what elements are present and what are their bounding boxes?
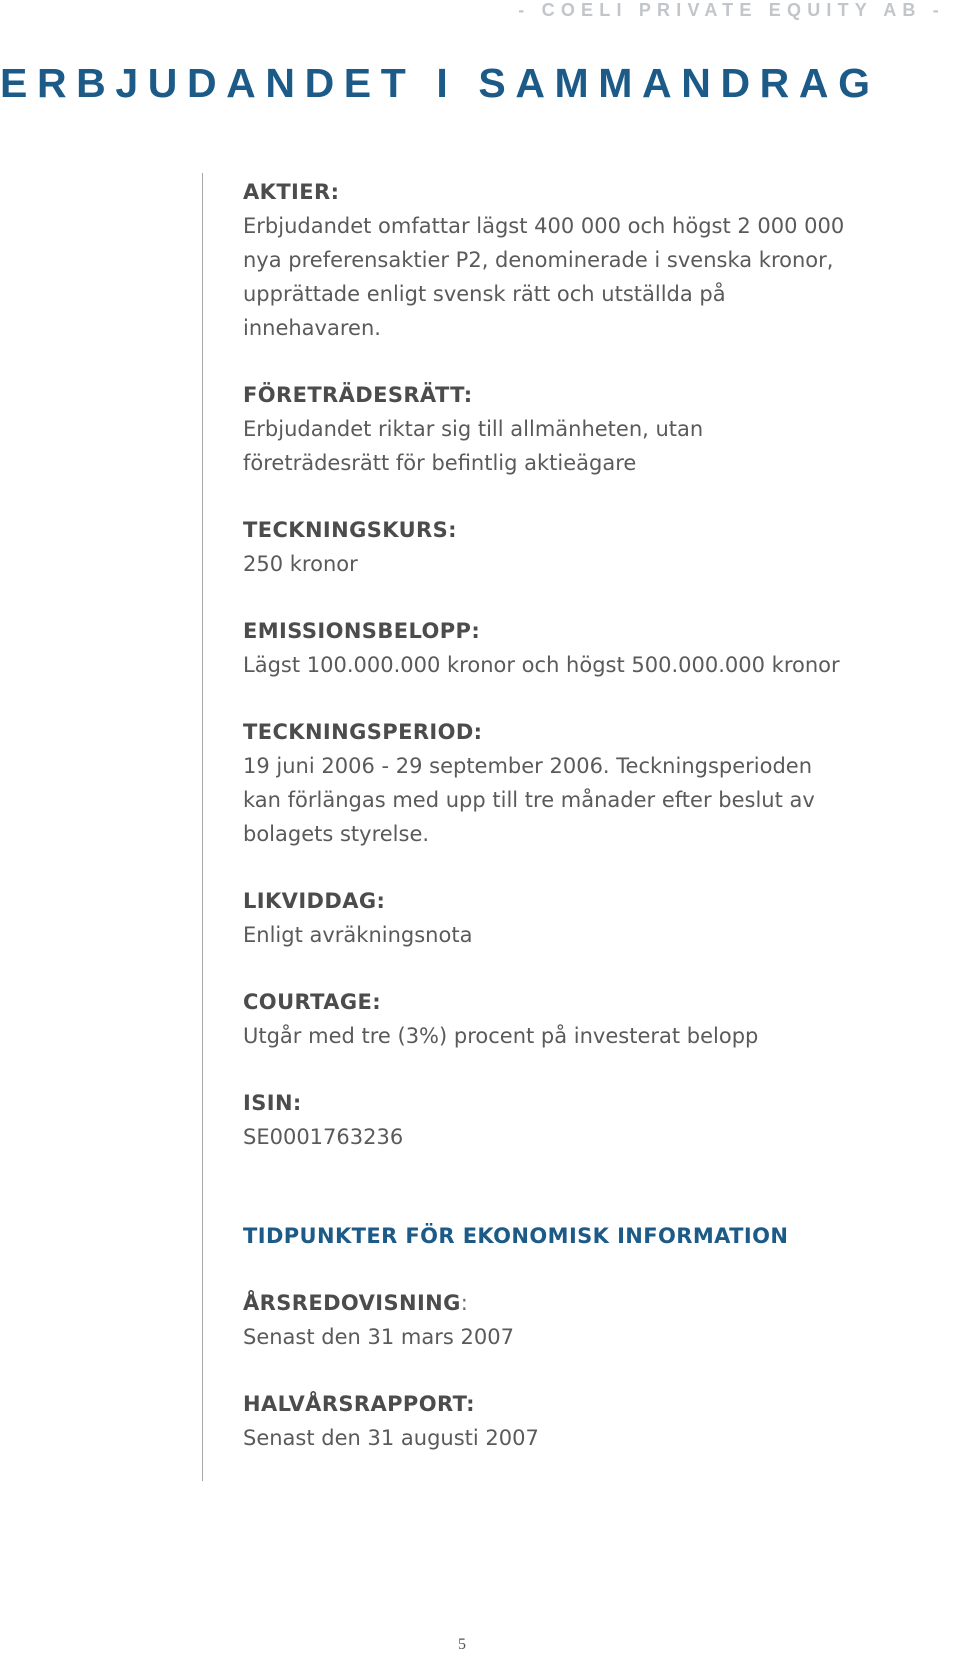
financial-label (243, 1286, 853, 1320)
offer-item-emissionsbelopp (243, 614, 853, 682)
offer-label: FÖRETRÄDESRÄTT: (243, 383, 473, 407)
offer-item-foretradesratt (243, 378, 853, 480)
page-title: ERBJUDANDET I SAMMANDRAG (0, 60, 880, 106)
offer-label: COURTAGE: (243, 990, 382, 1014)
financial-item-arsredovisning (243, 1286, 853, 1354)
financial-value: Senast den 31 mars 2007 (243, 1325, 514, 1349)
offer-value: 19 juni 2006 - 29 september 2006. Teckningsperioden kan förlängas med upp till tre månader efter beslut av bolagets styrelse. (243, 754, 815, 846)
offer-value: SE0001763236 (243, 1125, 404, 1149)
financial-value: Senast den 31 augusti 2007 (243, 1426, 539, 1450)
financial-info-heading: TIDPUNKTER FÖR EKONOMISK INFORMATION (243, 1224, 789, 1248)
offer-value: Lägst 100.000.000 kronor och högst 500.000.000 kronor (243, 653, 840, 677)
offer-value: Erbjudandet riktar sig till allmänheten, utan företrädesrätt för befintlig aktieägare (243, 417, 704, 475)
offer-label: EMISSIONSBELOPP: (243, 619, 481, 643)
offer-item-teckningsperiod (243, 715, 853, 851)
financial-label-text: ÅRSREDOVISNING (243, 1291, 461, 1315)
offer-summary (243, 175, 853, 1488)
offer-item-isin (243, 1086, 853, 1154)
page-number: 5 (458, 1636, 466, 1653)
running-header: - COELI PRIVATE EQUITY AB - (518, 0, 945, 20)
offer-label: AKTIER: (243, 180, 340, 204)
financial-label-colon: : (460, 1291, 469, 1315)
offer-label: ISIN: (243, 1091, 302, 1115)
offer-item-teckningskurs (243, 513, 853, 581)
offer-label: TECKNINGSKURS: (243, 518, 457, 542)
offer-value: Utgår med tre (3%) procent på investerat belopp (243, 1024, 759, 1048)
financial-item-halvarsrapport (243, 1387, 853, 1455)
offer-value: Erbjudandet omfattar lägst 400 000 och högst 2 000 000 nya preferensaktier P2, denominerade i svenska kronor, upprättade enligt svensk rätt och utställda på innehavaren. (243, 214, 845, 340)
offer-item-aktier (243, 175, 853, 345)
offer-value: Enligt avräkningsnota (243, 923, 473, 947)
offer-item-courtage (243, 985, 853, 1053)
offer-label: LIKVIDDAG: (243, 889, 386, 913)
offer-item-likviddag (243, 884, 853, 952)
offer-label: TECKNINGSPERIOD: (243, 720, 483, 744)
financial-label: HALVÅRSRAPPORT: (243, 1392, 475, 1416)
vertical-divider (202, 173, 203, 1481)
offer-value: 250 kronor (243, 552, 358, 576)
